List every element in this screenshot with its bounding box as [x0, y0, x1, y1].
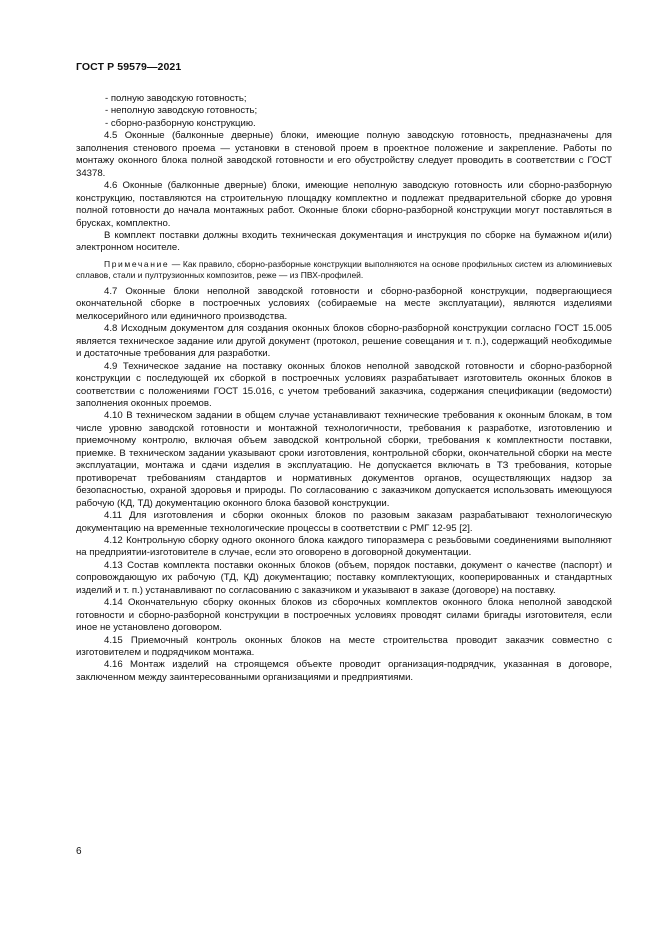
paragraph-4-14: 4.14 Окончательную сборку оконных блоков из сборочных комплектов оконного блока неполной заводской готовности и сборно-разборной конструкции в построечных условиях проводят силами бригады изготовителя, если иное не установлено договором. — [76, 597, 612, 634]
paragraph-4-11: 4.11 Для изготовления и сборки оконных блоков по разовым заказам разрабатывают технологическую документацию на временные технологические процессы в соответствии с РМГ 12-95 [2]. — [76, 510, 612, 534]
paragraph-4-9: 4.9 Техническое задание на поставку оконных блоков неполной заводской готовности и сборно-разборной конструкции с последующей их сборкой в построечных условиях разрабатывает изготовитель оконных блоков в соответствии с положениями ГОСТ 15.016, с учетом требований заказчика, содержания спецификации (ведомости) заполнения оконных проемов. — [76, 360, 612, 409]
page-number: 6 — [76, 846, 82, 857]
paragraph-4-7: 4.7 Оконные блоки неполной заводской готовности и сборно-разборной конструкции, подвергающиеся окончательной сборке в построечных условиях (собираемые на месте эксплуатации), являются изделиями мелкосерийного или единичного производства. — [76, 285, 612, 322]
document-body — [76, 93, 612, 684]
paragraph-4-13: 4.13 Состав комплекта поставки оконных блоков (объем, порядок поставки, документ о качестве (паспорт) и сопровождающую их рабочую (ТД, КД) документацию; поставку комплектующих, кооперированных и стандартных изделий и т. п.) устанавливают по согласованию с заказчиком и указывают в заказе (договоре) на поставку. — [76, 559, 612, 596]
list-item: - сборно-разборную конструкцию. — [105, 117, 256, 129]
paragraph-4-16: 4.16 Монтаж изделий на строящемся объекте проводит организация-подрядчик, указанная в договоре, заключенном между заинтересованными организациями и предприятиями. — [76, 659, 612, 683]
document-header: ГОСТ Р 59579—2021 — [76, 61, 182, 73]
paragraph-kit: В комплект поставки должны входить техническая документация и инструкция по сборке на бумажном и(или) электронном носителе. — [76, 229, 612, 254]
list-item: - полную заводскую готовность; — [105, 93, 247, 104]
paragraph-4-8: 4.8 Исходным документом для создания оконных блоков сборно-разборной конструкции согласно ГОСТ 15.005 является техническое задание или другой документ (протокол, решение совещания и т. п.), содержащий необходимые и достаточные требования для разработки. — [76, 323, 612, 360]
note-label: Примечание — [104, 258, 170, 269]
note-text: — Как правило, сборно-разборные конструкции выполняются на основе профильных систем из алюминиевых сплавов, стали и пултрузионных композитов, реже — из ПВХ-профилей. — [76, 258, 612, 281]
paragraph-4-15: 4.15 Приемочный контроль оконных блоков на месте строительства проводит заказчик совместно с изготовителем и подрядчиком монтажа. — [76, 634, 612, 659]
paragraph-4-6: 4.6 Оконные (балконные дверные) блоки, имеющие неполную заводскую готовность или сборно-разборную конструкцию, поставляются на строительную площадку комплектно и подлежат предварительной сборке до уровня полной готовности до начала монтажных работ. Оконные блоки сборно-разборной конструкции могут поставляться в брусках, комплектно. — [76, 180, 612, 229]
note — [76, 259, 612, 282]
list-item: - неполную заводскую готовность; — [105, 105, 258, 117]
paragraph-4-5: 4.5 Оконные (балконные дверные) блоки, имеющие полную заводскую готовность, предназначены для заполнения стенового проема — установки в стеновой проем в проектное положение и закрепление. Работы по монтажу оконного блока полной заводской готовности и его обустройству следует проводить в соответствии с ГОСТ 34378. — [76, 130, 612, 179]
paragraph-4-12: 4.12 Контрольную сборку одного оконного блока каждого типоразмера с резьбовыми соединениями выполняют на предприятии-изготовителе в случае, если это оговорено в договорной документации. — [76, 534, 612, 559]
paragraph-4-10: 4.10 В техническом задании в общем случае устанавливают технические требования к оконным блокам, в том числе уровню заводской готовности и монтажной технологичности, требования к разработке, изготовлению и приемочному контролю, включая объем заводской контрольной сборки, требования к комплектности поставки, приемке. В техническом задании указывают сроки изготовления, контрольной сборки, окончательной сборки на месте эксплуатации, монтажа и сдачи изделия в эксплуатацию. Не допускается включать в ТЗ требования, которые противоречат требованиям стандартов и нормативных документов органов, осуществляющих надзор за безопасностью, охраной здоровья и природы. По согласованию с заказчиком допускается использовать имеющуюся рабочую (КД, ТД) документацию оконного блока базовой конструкции. — [76, 410, 612, 509]
